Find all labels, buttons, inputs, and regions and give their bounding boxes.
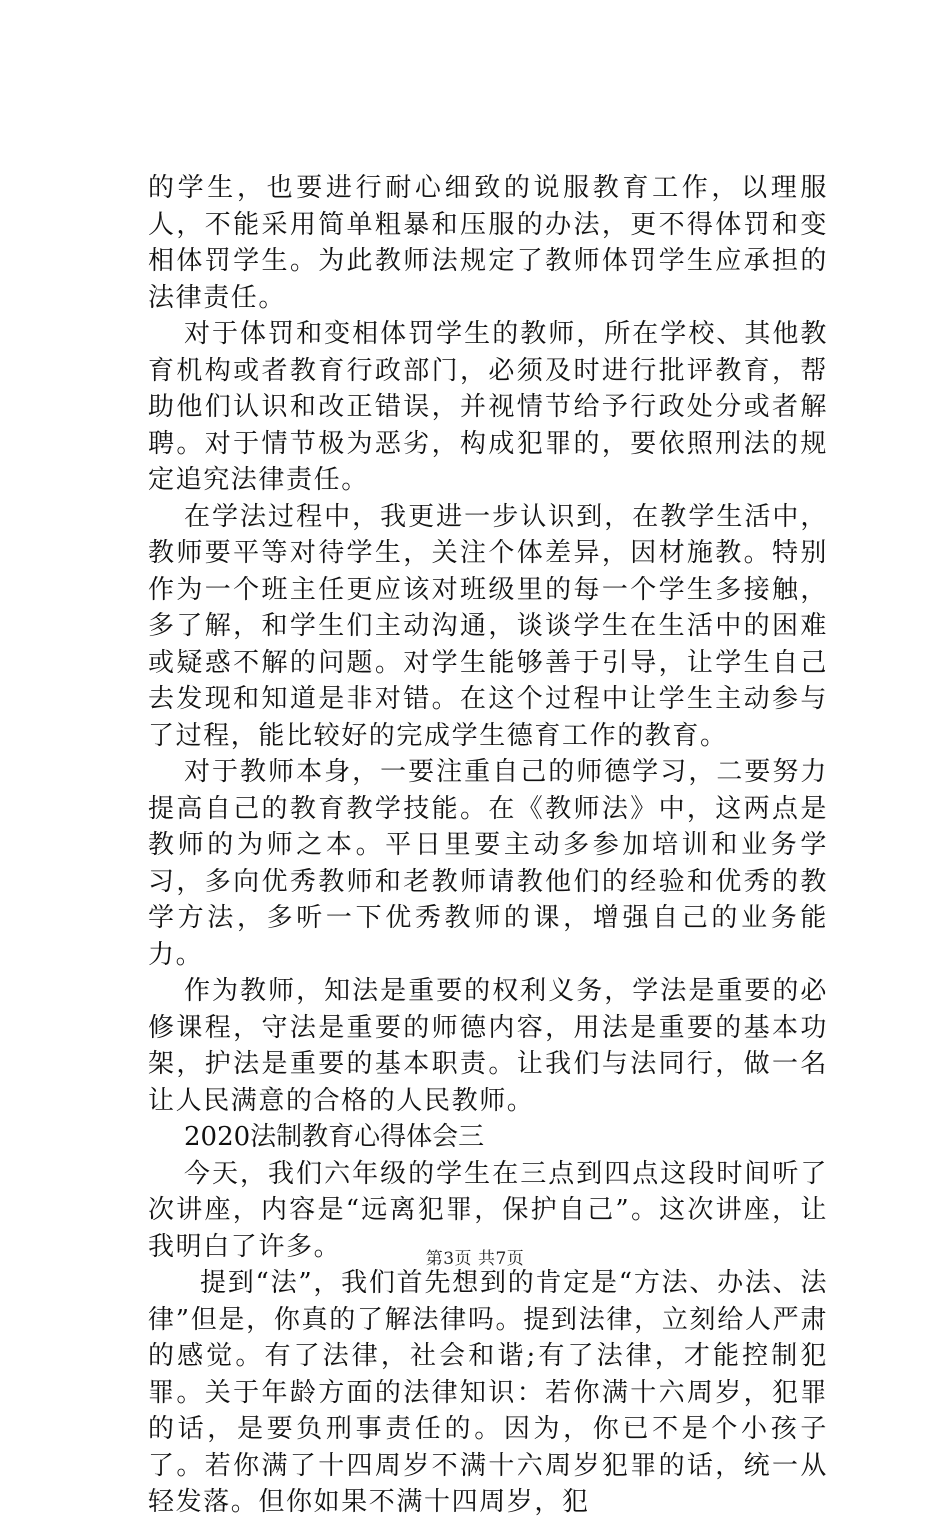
section-heading: 2020法制教育心得体会三 xyxy=(184,1122,485,1152)
document-body xyxy=(148,170,828,1521)
paragraph-teacher-self: 对于教师本身，一要注重自己的师德学习，二要努力提高自己的教育教学技能。在《教师法》中，这两点是教师的为师之本。平日里要主动多参加培训和业务学习，多向优秀教师和老教师请教他们的经验和优秀的教学方法，多听一下优秀教师的课，增强自己的业务能力。 xyxy=(148,757,828,970)
page-number-footer: 第3页 共7页 xyxy=(425,1249,525,1269)
paragraph-learning-law: 在学法过程中，我更进一步认识到，在教学生活中，教师要平等对待学生，关注个体差异，因材施教。特别作为一个班主任更应该对班级里的每一个学生多接触，多了解，和学生们主动沟通，谈谈学生在生活中的困难或疑惑不解的问题。对学生能够善于引导，让学生自己去发现和知道是非对错。在这个过程中让学生主动参与了过程，能比较好的完成学生德育工作的教育。 xyxy=(148,501,828,751)
paragraph-punishment-responsibility: 对于体罚和变相体罚学生的教师，所在学校、其他教育机构或者教育行政部门，必须及时进行批评教育，帮助他们认识和改正错误，并视情节给予行政处分或者解聘。对于情节极为恶劣，构成犯罪的，要依照刑法的规定追究法律责任。 xyxy=(148,319,828,495)
paragraph-law-age: 提到“法”，我们首先想到的肯定是“方法、办法、法律”但是，你真的了解法律吗。提到法律，立刻给人严肃的感觉。有了法律，社会和谐;有了法律，才能控制犯罪。关于年龄方面的法律知识：若你满十六周岁，犯罪的话，是要负刑事责任的。因为，你已不是个小孩子了。若你满了十四周岁不满十六周岁犯罪的话，统一从轻发落。但你如果不满十四周岁，犯 xyxy=(148,1268,828,1517)
paragraph-conclusion: 作为教师，知法是重要的权利义务，学法是重要的必修课程，守法是重要的师德内容，用法是重要的基本功架，护法是重要的基本职责。让我们与法同行，做一名让人民满意的合格的人民教师。 xyxy=(148,976,828,1116)
paragraph-continuation: 的学生，也要进行耐心细致的说服教育工作，以理服人，不能采用简单粗暴和压服的办法，更不得体罚和变相体罚学生。为此教师法规定了教师体罚学生应承担的法律责任。 xyxy=(148,173,828,313)
paragraph-lecture-today: 今天，我们六年级的学生在三点到四点这段时间听了次讲座，内容是“远离犯罪，保护自己”。这次讲座，让我明白了许多。 xyxy=(148,1158,828,1262)
